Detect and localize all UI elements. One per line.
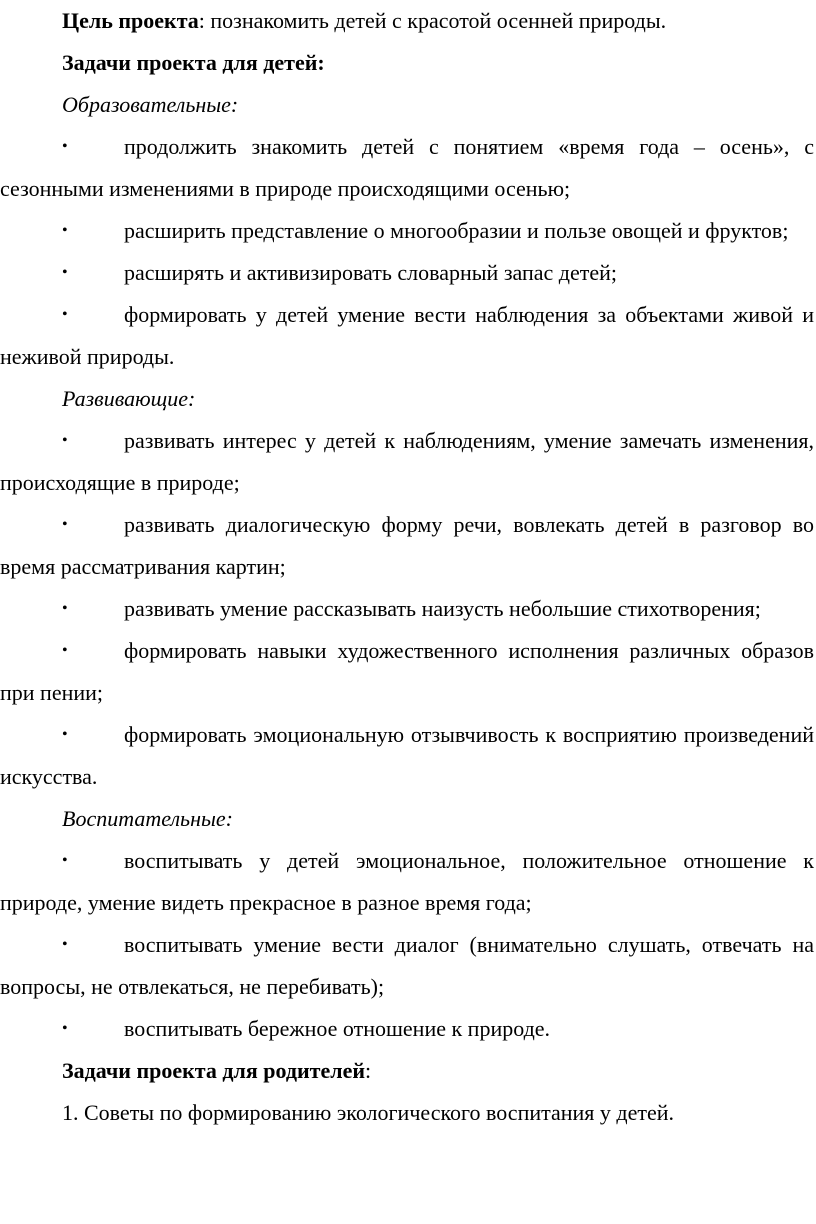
upbringing-list (0, 840, 814, 1050)
project-goal-text: : познакомить детей с красотой осенней природы. (198, 8, 667, 33)
list-item: • продолжить знакомить детей с понятием «время года – осень», с сезонными изменениями в природе происходящими осенью; (0, 126, 814, 210)
bullet-icon: • (62, 264, 68, 281)
list-item: • расширить представление о многообразии и пользе овощей и фруктов; (0, 210, 814, 252)
children-tasks-heading: Задачи проекта для детей: (62, 50, 325, 75)
section-title-educational: Образовательные: (62, 92, 239, 117)
list-item: • развивать умение рассказывать наизусть небольшие стихотворения; (0, 588, 814, 630)
educational-list (0, 126, 814, 378)
bullet-icon: • (62, 852, 68, 869)
list-item: • формировать у детей умение вести наблюдения за объектами живой и неживой природы. (0, 294, 814, 378)
bullet-icon: • (62, 642, 68, 659)
list-item: • воспитывать умение вести диалог (внимательно слушать, отвечать на вопросы, не отвлекаться, не перебивать); (0, 924, 814, 1008)
bullet-icon: • (62, 306, 68, 323)
developing-list (0, 420, 814, 798)
bullet-icon: • (62, 726, 68, 743)
list-item: • формировать навыки художественного исполнения различных образов при пении; (0, 630, 814, 714)
bullet-icon: • (62, 432, 68, 449)
bullet-icon: • (62, 138, 68, 155)
parents-tasks-suffix: : (365, 1058, 372, 1083)
section-title-developing: Развивающие: (62, 386, 196, 411)
list-item: • развивать диалогическую форму речи, вовлекать детей в разговор во время рассматривания картин; (0, 504, 814, 588)
bullet-icon: • (62, 516, 68, 533)
bullet-icon: • (62, 936, 68, 953)
parents-item: 1. Советы по формированию экологического воспитания у детей. (62, 1100, 675, 1125)
project-goal-label: Цель проекта (62, 8, 199, 33)
project-goal (0, 0, 814, 42)
list-item: • развивать интерес у детей к наблюдениям, умение замечать изменения, происходящие в природе; (0, 420, 814, 504)
bullet-icon: • (62, 1020, 68, 1037)
bullet-icon: • (62, 600, 68, 617)
list-item: • расширять и активизировать словарный запас детей; (0, 252, 814, 294)
bullet-icon: • (62, 222, 68, 239)
list-item: • формировать эмоциональную отзывчивость к восприятию произведений искусства. (0, 714, 814, 798)
list-item: • воспитывать бережное отношение к природе. (0, 1008, 814, 1050)
section-title-upbringing: Воспитательные: (62, 806, 233, 831)
parents-tasks-heading (0, 1050, 814, 1092)
parents-tasks-label: Задачи проекта для родителей (62, 1058, 366, 1083)
list-item: • воспитывать у детей эмоциональное, положительное отношение к природе, умение видеть прекрасное в разное время года; (0, 840, 814, 924)
